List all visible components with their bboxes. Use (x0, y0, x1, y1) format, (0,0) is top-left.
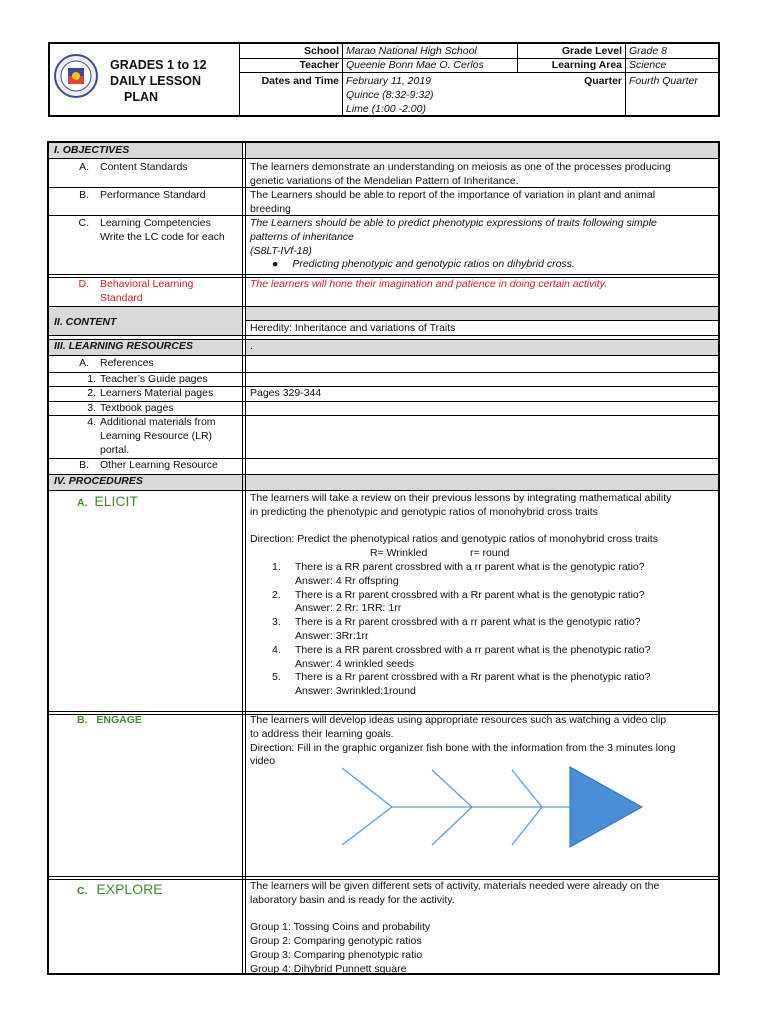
elicit-direction: Direction: Predict the phenotypical ratios and genotypic ratios of monohybrid cross traits (250, 533, 658, 546)
explore-letter: C. (77, 885, 88, 897)
lc-bullet-item (250, 258, 715, 272)
question-number: 1. (272, 560, 281, 573)
learning-competencies-row-label (49, 217, 239, 257)
group-item: Group 3: Comparing phenotypic ratio (250, 948, 423, 961)
learning-area-value: Science (629, 59, 667, 71)
performance-standard-line-2: breeding (250, 202, 291, 215)
content-standards-line-2: genetic variations of the Mendelian Pattern of Inheritance. (250, 174, 519, 187)
resources-dot: . (250, 340, 253, 352)
label-teacher: Teacher (299, 59, 339, 71)
engage-line-3: Direction: Fill in the graphic organizer fish bone with the information from the 3 minutes long (250, 741, 676, 754)
lm-pages-value: Pages 329-344 (250, 387, 322, 399)
lc-line-2: patterns of inheritance (250, 230, 354, 243)
tg-pages-label: Teacher’s Guide pages (100, 373, 208, 385)
letter-c: C. (78, 217, 89, 229)
engage-line-1: The learners will develop ideas using appropriate resources such as watching a video clip (250, 714, 667, 726)
additional-materials-line-3: portal. (100, 443, 130, 456)
question-item (250, 671, 715, 699)
bullet-icon: ● (272, 258, 279, 271)
engage-title: ENGAGE (96, 714, 142, 726)
answer-text: Answer: 3wrinkled:1round (295, 685, 416, 698)
explore-title: EXPLORE (96, 881, 163, 897)
performance-standard-text (250, 189, 715, 217)
behavioral-label-2: Standard (100, 291, 143, 304)
answer-text: Answer: 4 Rr offspring (295, 574, 399, 587)
engage-text (250, 714, 715, 769)
performance-standard-label: Performance Standard (100, 189, 206, 201)
content-standards-text (250, 161, 715, 189)
label-learning-area: Learning Area (551, 59, 622, 71)
resources-heading: III. LEARNING RESOURCES (54, 340, 193, 352)
answer-text: Answer: 4 wrinkled seeds (295, 657, 415, 670)
elicit-label (77, 493, 138, 509)
group-item: Group 2: Comparing genotypic ratios (250, 935, 422, 948)
lc-code-label: Write the LC code for each (100, 230, 225, 243)
question-text: There is a RR parent crossbred with a rr parent what is the genotypic ratio? (295, 560, 645, 573)
question-number: 2. (272, 588, 281, 601)
allele-key-recessive: r= round (470, 547, 510, 560)
engage-line-4: video (250, 755, 276, 768)
elicit-intro-1: The learners will take a review on their previous lessons by integrating mathematical ability (250, 492, 672, 504)
learning-competencies-label: Learning Competencies (100, 217, 211, 229)
label-grade-level: Grade Level (561, 45, 622, 57)
elicit-text (250, 492, 715, 699)
letter-b: B. (79, 189, 89, 201)
references-label: References (100, 357, 154, 369)
fishbone-diagram-icon (332, 765, 652, 855)
question-item (250, 589, 715, 617)
content-text: Heredity: Inheritance and variations of Traits (250, 322, 456, 334)
additional-materials-line-1: Additional materials from (100, 416, 216, 428)
behavioral-standard-text: The learners will hone their imagination and patience in doing certain activity. (250, 278, 608, 290)
allele-key (250, 547, 715, 561)
dlp-title-line1: GRADES 1 to 12 (110, 58, 207, 72)
objectives-heading: I. OBJECTIVES (54, 144, 130, 156)
teacher-value: Queenie Bonn Mae O. Cerlos (346, 59, 484, 71)
content-heading: II. CONTENT (54, 316, 117, 328)
question-item (250, 561, 715, 589)
item-number-3: 3. (87, 402, 96, 414)
question-number: 4. (272, 643, 281, 656)
answer-text: Answer: 3Rr:1rr (295, 629, 369, 642)
elicit-question-list (250, 561, 715, 699)
group-item: Group 4: Dihybrid Punnett square (250, 962, 407, 975)
elicit-title: ELICIT (94, 493, 138, 509)
lm-pages-label: Learners Material pages (100, 387, 214, 399)
explore-label (77, 881, 163, 897)
dates-value (346, 75, 434, 116)
label-school: School (303, 45, 339, 57)
question-text: There is a Rr parent crossbred with a Rr parent what is the genotypic ratio? (295, 588, 645, 601)
letter-d: D. (78, 278, 89, 290)
question-number: 5. (272, 671, 281, 684)
other-resource-label: Other Learning Resource (100, 459, 218, 471)
header-box (48, 42, 720, 117)
elicit-intro-2: in predicting the phenotypic and genotypic ratios of monohybrid cross traits (250, 505, 598, 518)
schedule-line-1: Quince (8:32-9:32) (346, 88, 434, 101)
elicit-letter: A. (77, 497, 88, 509)
item-number-4: 4. (87, 416, 96, 428)
deped-seal-logo (54, 54, 98, 98)
item-number-2: 2. (87, 387, 96, 399)
lesson-table (47, 141, 720, 975)
date-line: February 11, 2019 (346, 75, 432, 87)
additional-materials-line-2: Learning Resource (LR) (100, 429, 213, 442)
grade-level-value: Grade 8 (629, 45, 667, 57)
question-text: There is a RR parent crossbred with a rr parent what is the phenotypic ratio? (295, 643, 651, 656)
behavioral-label-1: Behavioral Learning (100, 278, 194, 290)
dlp-title-line2: DAILY LESSON (110, 74, 201, 88)
content-standards-line-1: The learners demonstrate an understanding on meiosis as one of the processes producing (250, 161, 671, 173)
explore-line-1: The learners will be given different sets of activity, materials needed were already on the (250, 880, 660, 892)
lc-bullet-text: Predicting phenotypic and genotypic ratios on dihybrid cross. (292, 258, 575, 271)
label-quarter: Quarter (584, 75, 622, 87)
schedule-line-2: Lime (1:00 -2:00) (346, 102, 426, 115)
quarter-value: Fourth Quarter (629, 75, 698, 87)
lc-line-1: The Learners should be able to predict phenotypic expressions of traits following simple (250, 217, 657, 229)
question-text: There is a Rr parent crossbred with a Rr parent what is the phenotypic ratio? (295, 671, 651, 684)
letter-a: A. (79, 161, 89, 173)
engage-letter: B. (77, 714, 88, 726)
item-number-1: 1. (87, 373, 96, 385)
allele-key-dominant: R= Wrinkled (370, 547, 428, 560)
group-item: Group 1: Tossing Coins and probability (250, 921, 431, 934)
textbook-pages-label: Textbook pages (100, 402, 174, 414)
procedures-heading: IV. PROCEDURES (54, 475, 143, 487)
performance-standard-line-1: The Learners should be able to report of the importance of variation in plant and animal (250, 189, 656, 201)
dlp-title-line3: PLAN (124, 90, 159, 104)
explore-text (250, 880, 715, 977)
lc-code: (S8LT-IVf-18) (250, 244, 312, 257)
question-item (250, 616, 715, 644)
ref-letter-b: B. (79, 459, 89, 471)
question-item (250, 644, 715, 672)
ref-letter-a: A. (79, 357, 89, 369)
label-dates: Dates and Time (261, 75, 339, 87)
question-text: There is a Rr parent crossbred with a rr parent what is the genotypic ratio? (295, 616, 641, 629)
dlp-title (110, 57, 230, 105)
answer-text: Answer: 2 Rr: 1RR: 1rr (295, 602, 402, 615)
school-value: Marao National High School (346, 45, 477, 57)
learning-competencies-text (250, 217, 715, 272)
engage-line-2: to address their learning goals. (250, 727, 394, 740)
engage-label (77, 714, 142, 726)
explore-line-2: laboratory basin and is ready for the activity. (250, 893, 455, 906)
question-number: 3. (272, 616, 281, 629)
content-standards-label: Content Standards (100, 161, 188, 173)
